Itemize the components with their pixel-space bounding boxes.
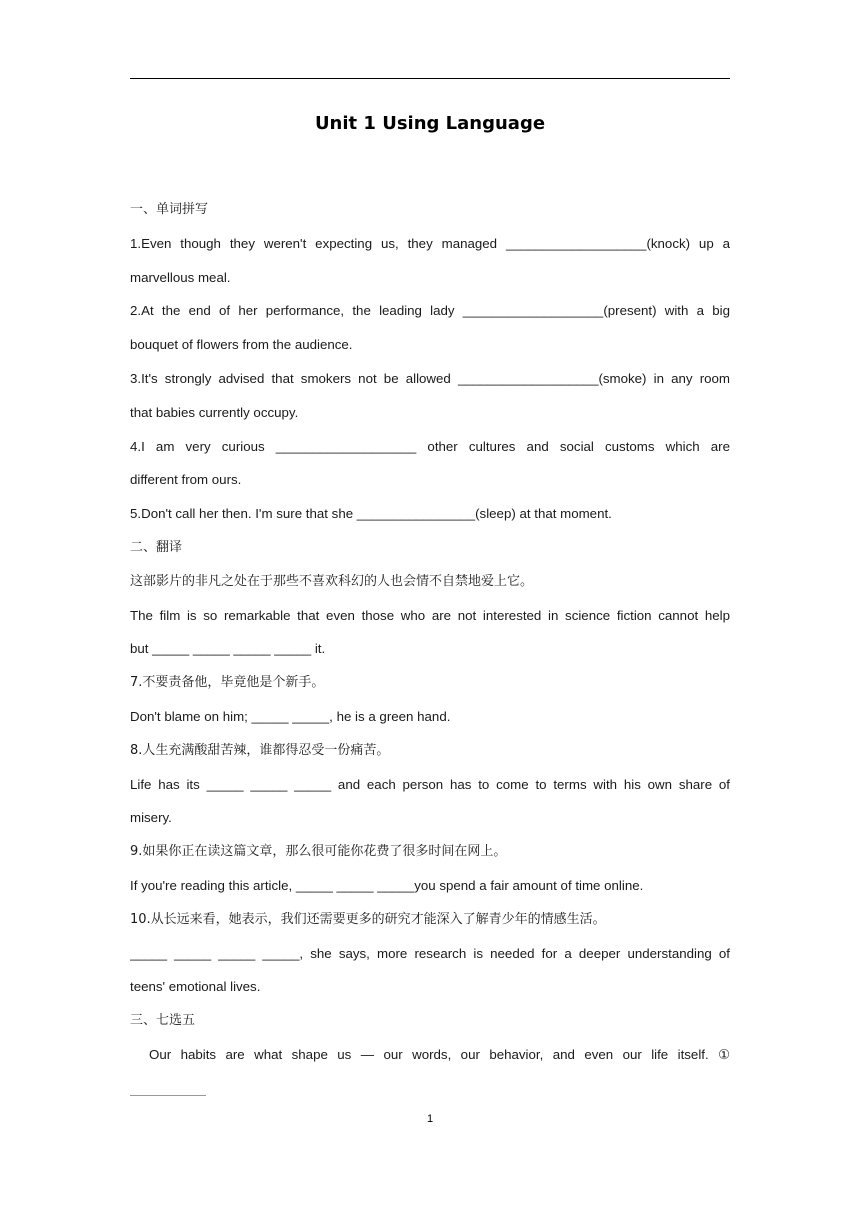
exercise-line: 3.It's strongly advised that smokers not be allowed ___________________(smoke) in any room — [130, 370, 730, 386]
section-heading-spelling: 一、单词拼写 — [130, 202, 209, 217]
exercise-line: 4.I am very curious ___________________ other cultures and social customs which are — [130, 438, 730, 454]
section-heading-seven-choose-five: 三、七选五 — [130, 1013, 196, 1029]
document-title: Unit 1 Using Language — [314, 113, 546, 134]
header-rule — [130, 78, 730, 79]
chinese-prompt: 9.如果你正在读这篇文章，那么很可能你花费了很多时间在网上。 — [130, 844, 507, 860]
exercise-line: marvellous meal. — [130, 269, 231, 285]
document-body — [130, 193, 730, 1072]
exercise-line: 5.Don't call her then. I'm sure that she ________________(sleep) at that moment. — [130, 506, 612, 522]
chinese-prompt: 10.从长远来看，她表示，我们还需要更多的研究才能深入了解青少年的情感生活。 — [130, 911, 606, 927]
exercise-line: different from ours. — [130, 472, 242, 488]
section-heading-translation: 二、翻译 — [130, 539, 183, 555]
footnote-rule — [130, 1095, 206, 1096]
exercise-line: 1.Even though they weren't expecting us, they managed ___________________(knock) up a — [130, 235, 730, 251]
chinese-prompt: 8.人生充满酸甜苦辣，谁都得忍受一份痛苦。 — [130, 742, 390, 758]
exercise-line: _____ _____ _____ _____, she says, more research is needed for a deeper understanding of — [130, 945, 730, 961]
exercise-line: If you're reading this article, _____ _____ _____you spend a fair amount of time online. — [130, 877, 644, 893]
exercise-line: Life has its _____ _____ _____ and each person has to come to terms with his own share of — [130, 776, 730, 792]
exercise-line: teens' emotional lives. — [130, 979, 261, 995]
page-number: 1 — [426, 1113, 434, 1125]
exercise-line: that babies currently occupy. — [130, 404, 299, 420]
exercise-line: The film is so remarkable that even those who are not interested in science fiction cannot help — [130, 607, 730, 623]
exercise-line: Don't blame on him; _____ _____, he is a green hand. — [130, 708, 451, 724]
exercise-line: 2.At the end of her performance, the leading lady ___________________(present) with a big — [130, 303, 730, 319]
passage-line: Our habits are what shape us — our words, our behavior, and even our life itself. ① — [149, 1046, 730, 1062]
chinese-prompt: 7.不要责备他，毕竟他是个新手。 — [130, 675, 325, 691]
chinese-prompt: 这部影片的非凡之处在于那些不喜欢科幻的人也会情不自禁地爱上它。 — [130, 573, 534, 589]
exercise-line: misery. — [130, 810, 172, 826]
exercise-line: but _____ _____ _____ _____ it. — [130, 641, 326, 657]
exercise-line: bouquet of flowers from the audience. — [130, 337, 353, 353]
